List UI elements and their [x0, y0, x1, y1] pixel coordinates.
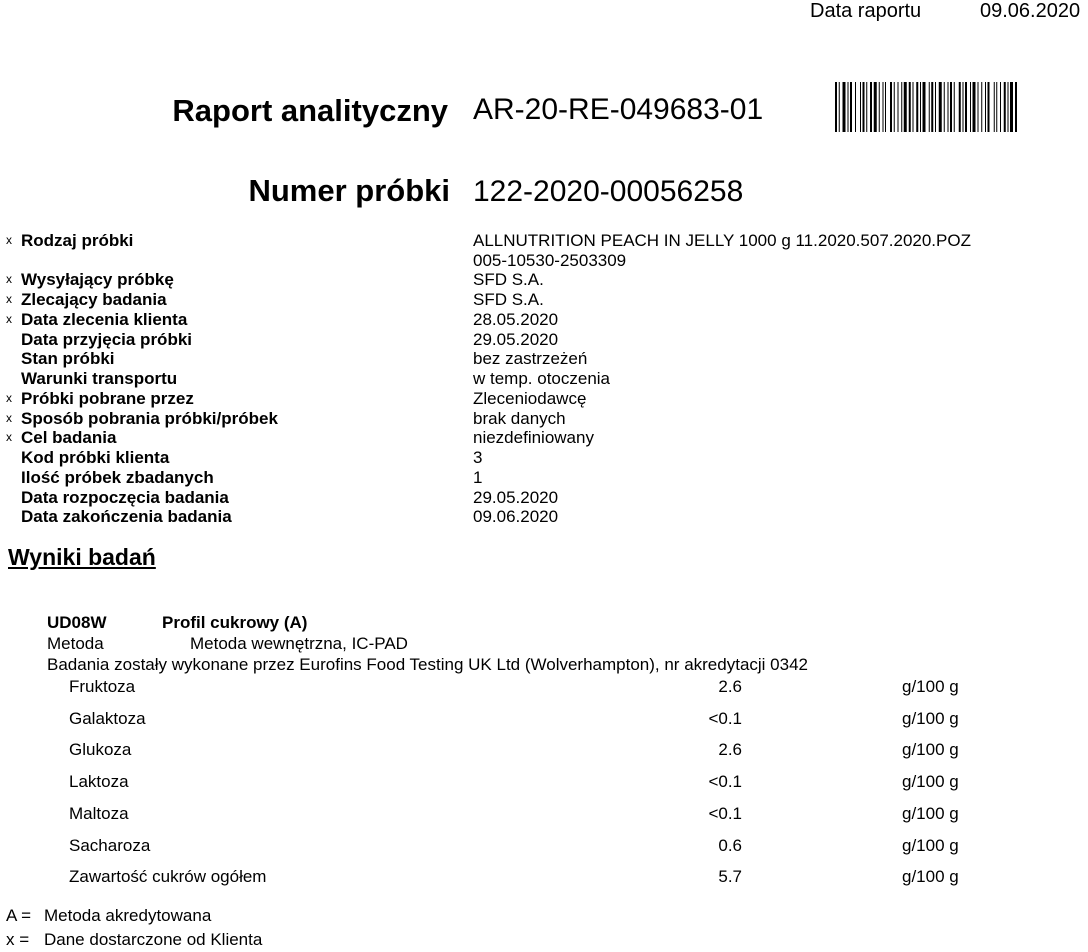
client-data-mark: x: [6, 312, 12, 326]
result-name: Zawartość cukrów ogółem: [69, 867, 267, 886]
result-value: 2.6: [718, 740, 742, 759]
result-value: 2.6: [718, 677, 742, 696]
results-heading: Wyniki badań: [8, 544, 156, 570]
info-value: ALLNUTRITION PEACH IN JELLY 1000 g 11.2020.507.2020.POZ: [473, 231, 971, 250]
info-label: Rodzaj próbki: [21, 231, 134, 250]
result-row: [0, 708, 1088, 730]
result-value: 5.7: [718, 867, 742, 886]
info-row: [0, 488, 1088, 508]
info-label: Sposób pobrania próbki/próbek: [21, 409, 278, 428]
info-value: 29.05.2020: [473, 330, 559, 349]
legend-symbol: x =: [6, 930, 30, 949]
info-value: SFD S.A.: [473, 290, 544, 309]
result-row: [0, 866, 1088, 888]
result-value: <0.1: [708, 772, 742, 791]
result-row: [0, 739, 1088, 761]
info-row: [0, 330, 1088, 350]
result-row: [0, 676, 1088, 698]
info-value: 29.05.2020: [473, 488, 559, 507]
info-label: Zlecający badania: [21, 290, 167, 309]
info-row: [0, 507, 1088, 527]
legend-text: Metoda akredytowana: [44, 906, 212, 925]
info-row: [0, 409, 1088, 429]
info-value: Zleceniodawcę: [473, 389, 587, 408]
method-value: Metoda wewnętrzna, IC-PAD: [190, 634, 408, 653]
result-value: <0.1: [708, 709, 742, 728]
info-label: Stan próbki: [21, 349, 115, 368]
result-unit: g/100 g: [902, 867, 959, 886]
test-code: UD08W: [47, 613, 107, 632]
result-name: Laktoza: [69, 772, 129, 791]
client-data-mark: x: [6, 292, 12, 306]
result-unit: g/100 g: [902, 804, 959, 823]
result-unit: g/100 g: [902, 836, 959, 855]
info-row: [0, 349, 1088, 369]
info-row: [0, 468, 1088, 488]
info-label: Data rozpoczęcia badania: [21, 488, 229, 507]
result-row: [0, 803, 1088, 825]
info-label: Kod próbki klienta: [21, 448, 170, 467]
report-title-label: Raport analityczny: [172, 93, 448, 128]
info-label: Wysyłający próbkę: [21, 270, 174, 289]
info-label: Data przyjęcia próbki: [21, 330, 193, 349]
result-row: [0, 771, 1088, 793]
sample-number-label: Numer próbki: [248, 173, 450, 208]
client-data-mark: x: [6, 411, 12, 425]
legend-symbol: A =: [6, 906, 32, 925]
test-name: Profil cukrowy (A): [162, 613, 308, 632]
result-row: [0, 835, 1088, 857]
info-value: 1: [473, 468, 483, 487]
info-label: Warunki transportu: [21, 369, 178, 388]
info-value-continued: 005-10530-2503309: [473, 251, 627, 270]
info-row: [0, 389, 1088, 409]
info-label: Data zakończenia badania: [21, 507, 232, 526]
result-name: Galaktoza: [69, 709, 146, 728]
sample-number: 122-2020-00056258: [473, 175, 744, 208]
info-label: Ilość próbek zbadanych: [21, 468, 214, 487]
result-name: Maltoza: [69, 804, 129, 823]
client-data-mark: x: [6, 272, 12, 286]
result-unit: g/100 g: [902, 677, 959, 696]
report-date-value: 09.06.2020: [980, 0, 1081, 22]
report-number: AR-20-RE-049683-01: [473, 93, 764, 126]
lab-note: Badania zostały wykonane przez Eurofins Food Testing UK Ltd (Wolverhampton), nr akredytacji 0342: [47, 655, 808, 674]
method-label: Metoda: [47, 634, 104, 653]
info-row: [0, 270, 1088, 290]
result-value: <0.1: [708, 804, 742, 823]
result-unit: g/100 g: [902, 709, 959, 728]
result-value: 0.6: [718, 836, 742, 855]
info-value: bez zastrzeżeń: [473, 349, 588, 368]
info-value: SFD S.A.: [473, 270, 544, 289]
report-date-label: Data raportu: [810, 0, 922, 22]
info-value: 3: [473, 448, 483, 467]
client-data-mark: x: [6, 391, 12, 405]
info-label: Próbki pobrane przez: [21, 389, 194, 408]
barcode-image: [835, 82, 1073, 132]
info-row: [0, 290, 1088, 310]
info-value: brak danych: [473, 409, 566, 428]
info-value: 28.05.2020: [473, 310, 559, 329]
result-name: Sacharoza: [69, 836, 151, 855]
client-data-mark: x: [6, 430, 12, 444]
info-row: [0, 310, 1088, 330]
info-row: [0, 448, 1088, 468]
info-value: niezdefiniowany: [473, 428, 594, 447]
result-name: Glukoza: [69, 740, 132, 759]
info-label: Cel badania: [21, 428, 117, 447]
result-unit: g/100 g: [902, 772, 959, 791]
info-value: w temp. otoczenia: [473, 369, 611, 388]
info-row: [0, 428, 1088, 448]
legend-text: Dane dostarczone od Klienta: [44, 930, 263, 949]
info-row: [0, 369, 1088, 389]
info-value: 09.06.2020: [473, 507, 559, 526]
info-row: [0, 231, 1088, 270]
result-unit: g/100 g: [902, 740, 959, 759]
client-data-mark: x: [6, 233, 12, 247]
info-label: Data zlecenia klienta: [21, 310, 188, 329]
result-name: Fruktoza: [69, 677, 136, 696]
